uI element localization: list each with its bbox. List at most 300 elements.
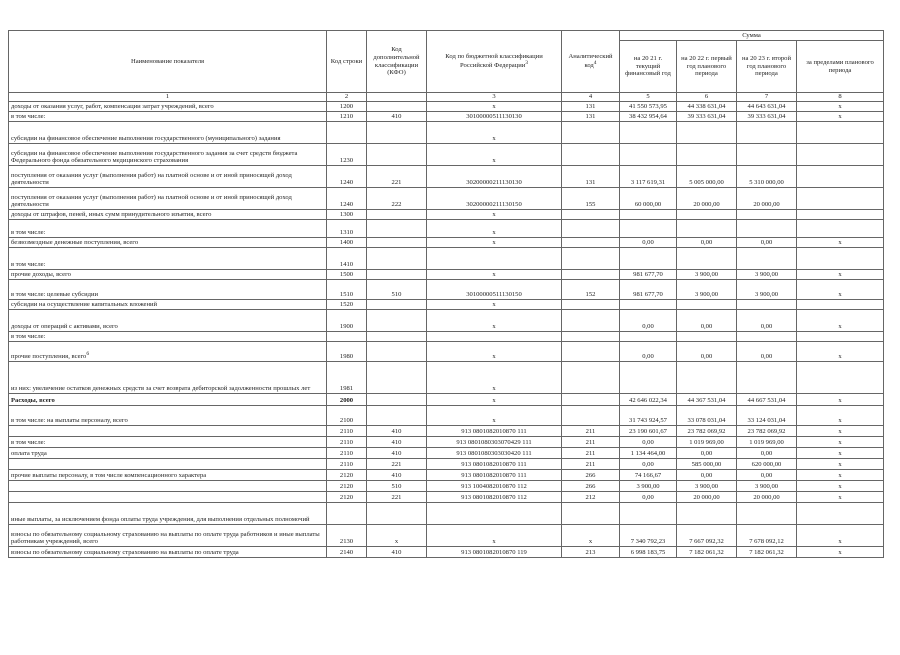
- row-analytic: [562, 332, 620, 342]
- table-row: [9, 426, 884, 437]
- row-name: [9, 481, 327, 492]
- row-name: в том числе: целевые субсидии: [9, 280, 327, 300]
- budget-table: [8, 30, 884, 558]
- row-code: 2110: [327, 459, 367, 470]
- row-kfo: [367, 394, 427, 406]
- row-sum-year-2: 585 000,00: [677, 459, 737, 470]
- row-code: 2100: [327, 406, 367, 426]
- row-name: доходы от оказания услуг, работ, компенсации затрат учреждений, всего: [9, 102, 327, 112]
- header-year-1: на 20 21 г. текущий финансовый год: [620, 41, 677, 93]
- row-sum-beyond: х: [797, 426, 884, 437]
- row-code: 1510: [327, 280, 367, 300]
- row-sum-year-1: 0,00: [620, 310, 677, 332]
- row-code: 1240: [327, 188, 367, 210]
- row-code: 1400: [327, 238, 367, 248]
- row-kbk: 913 0801080303030420 111: [427, 448, 562, 459]
- row-sum-year-1: [620, 300, 677, 310]
- table-row: [9, 220, 884, 238]
- row-name: субсидии на финансовое обеспечение выполнения государственного (муниципального) задания: [9, 122, 327, 144]
- row-analytic: 211: [562, 459, 620, 470]
- table-row: [9, 481, 884, 492]
- row-kfo: [367, 406, 427, 426]
- row-code: 1230: [327, 144, 367, 166]
- row-name: в том числе:: [9, 112, 327, 122]
- header-code-kfo: Код дополнительной классификации (КФО): [367, 31, 427, 93]
- row-name: прочие выплаты персоналу, в том числе компенсационного характера: [9, 470, 327, 481]
- row-kfo: 221: [367, 459, 427, 470]
- row-sum-year-3: 1 019 969,00: [737, 437, 797, 448]
- row-analytic: 211: [562, 426, 620, 437]
- row-name: в том числе:: [9, 220, 327, 238]
- header-code-budget: Код по бюджетной классификации Российской Федерации$^3$: [427, 31, 562, 93]
- row-sum-year-1: 1 134 464,00: [620, 448, 677, 459]
- row-analytic: 266: [562, 481, 620, 492]
- row-sum-year-3: 5 310 000,00: [737, 166, 797, 188]
- row-code: 2140: [327, 547, 367, 558]
- row-sum-beyond: х: [797, 525, 884, 547]
- row-kbk: х: [427, 122, 562, 144]
- row-analytic: 131: [562, 102, 620, 112]
- row-sum-year-1: 41 550 573,95: [620, 102, 677, 112]
- row-name: в том числе:: [9, 248, 327, 270]
- header-beyond: за пределами планового периода: [797, 41, 884, 93]
- row-kbk: х: [427, 525, 562, 547]
- row-kfo: [367, 210, 427, 220]
- row-kfo: [367, 102, 427, 112]
- row-name: субсидии на финансовое обеспечение выполнения государственного задания за счет средств бюджета Федерального фонда обязательного медицинского страхования: [9, 144, 327, 166]
- row-sum-year-2: 7 182 061,32: [677, 547, 737, 558]
- row-sum-year-2: 3 900,00: [677, 270, 737, 280]
- row-sum-year-2: 7 667 092,32: [677, 525, 737, 547]
- table-row: [9, 102, 884, 112]
- row-sum-year-3: 620 000,00: [737, 459, 797, 470]
- row-code: 1980: [327, 342, 367, 362]
- table-row: [9, 238, 884, 248]
- row-code: 2000: [327, 394, 367, 406]
- row-analytic: [562, 394, 620, 406]
- row-sum-year-1: 981 677,70: [620, 270, 677, 280]
- table-row: [9, 166, 884, 188]
- row-name: в том числе:: [9, 437, 327, 448]
- row-sum-year-1: 42 646 022,34: [620, 394, 677, 406]
- row-sum-year-3: 7 678 092,12: [737, 525, 797, 547]
- row-name: оплата труда: [9, 448, 327, 459]
- table-row: [9, 448, 884, 459]
- row-sum-year-2: 39 333 631,04: [677, 112, 737, 122]
- row-name: прочие доходы, всего: [9, 270, 327, 280]
- row-kbk: 30100000511130150: [427, 280, 562, 300]
- col-num: 6: [677, 93, 737, 102]
- row-sum-year-1: 981 677,70: [620, 280, 677, 300]
- table-row: [9, 300, 884, 310]
- row-sum-beyond: х: [797, 470, 884, 481]
- row-kfo: [367, 144, 427, 166]
- row-name: в том числе: на выплаты персоналу, всего: [9, 406, 327, 426]
- row-sum-year-2: [677, 144, 737, 166]
- row-sum-year-3: 39 333 631,04: [737, 112, 797, 122]
- row-sum-beyond: [797, 362, 884, 394]
- row-sum-year-2: 1 019 969,00: [677, 437, 737, 448]
- row-name: из них: увеличение остатков денежных средств за счет возврата дебиторской задолженности прошлых лет: [9, 362, 327, 394]
- row-kfo: 221: [367, 492, 427, 503]
- row-kbk: 913 0801082010870 111: [427, 426, 562, 437]
- table-row: [9, 210, 884, 220]
- row-sum-year-3: 0,00: [737, 470, 797, 481]
- row-name: безвозмездные денежные поступления, всего: [9, 238, 327, 248]
- row-sum-beyond: [797, 220, 884, 238]
- row-sum-beyond: [797, 248, 884, 270]
- table-row: [9, 112, 884, 122]
- row-kfo: 410: [367, 547, 427, 558]
- row-sum-year-1: [620, 220, 677, 238]
- row-sum-year-3: 3 900,00: [737, 270, 797, 280]
- row-name: в том числе:: [9, 332, 327, 342]
- row-name: прочие поступления, всего$^6$: [9, 342, 327, 362]
- row-kbk: х: [427, 210, 562, 220]
- row-sum-beyond: [797, 300, 884, 310]
- header-code-row: Код строки: [327, 31, 367, 93]
- row-kbk: [427, 503, 562, 525]
- table-row: [9, 394, 884, 406]
- row-kbk: х: [427, 342, 562, 362]
- row-kfo: 510: [367, 280, 427, 300]
- row-sum-year-3: 33 124 031,04: [737, 406, 797, 426]
- row-name: субсидии на осуществление капитальных вложений: [9, 300, 327, 310]
- header-code-analytic: Аналитический код$^4$: [562, 31, 620, 93]
- row-sum-year-3: 0,00: [737, 342, 797, 362]
- row-sum-year-3: 20 000,00: [737, 188, 797, 210]
- row-sum-year-1: 74 166,67: [620, 470, 677, 481]
- row-kfo: 510: [367, 481, 427, 492]
- row-sum-year-1: [620, 332, 677, 342]
- row-kbk: х: [427, 406, 562, 426]
- row-kfo: 410: [367, 448, 427, 459]
- row-code: 1981: [327, 362, 367, 394]
- row-analytic: [562, 342, 620, 362]
- row-kfo: 410: [367, 112, 427, 122]
- row-kbk: [427, 248, 562, 270]
- row-kfo: [367, 122, 427, 144]
- row-sum-year-1: 0,00: [620, 342, 677, 362]
- table-row: [9, 310, 884, 332]
- row-sum-year-1: 0,00: [620, 459, 677, 470]
- row-kbk: 30200000211130150: [427, 188, 562, 210]
- row-sum-year-1: [620, 362, 677, 394]
- table-row: [9, 406, 884, 426]
- row-sum-beyond: [797, 210, 884, 220]
- row-sum-year-2: 0,00: [677, 470, 737, 481]
- row-sum-year-3: 44 643 631,04: [737, 102, 797, 112]
- row-code: 1210: [327, 112, 367, 122]
- row-analytic: [562, 300, 620, 310]
- row-sum-beyond: [797, 144, 884, 166]
- row-sum-beyond: [797, 503, 884, 525]
- row-code: [327, 122, 367, 144]
- row-sum-year-2: 3 900,00: [677, 481, 737, 492]
- row-sum-year-3: [737, 144, 797, 166]
- row-kbk: 913 0801082010870 119: [427, 547, 562, 558]
- row-sum-year-3: [737, 248, 797, 270]
- row-analytic: 155: [562, 188, 620, 210]
- row-kbk: 30200000211130130: [427, 166, 562, 188]
- col-num: 3: [427, 93, 562, 102]
- table-row: [9, 525, 884, 547]
- row-sum-beyond: х: [797, 102, 884, 112]
- table-row: [9, 332, 884, 342]
- row-kbk: х: [427, 102, 562, 112]
- column-numbers-row: [9, 93, 884, 102]
- row-name: поступления от оказания услуг (выполнения работ) на платной основе и от иной приносящей доход деятельности: [9, 166, 327, 188]
- col-num: 7: [737, 93, 797, 102]
- header-sum: Сумма: [620, 31, 884, 41]
- row-analytic: [562, 406, 620, 426]
- row-kbk: [427, 332, 562, 342]
- row-sum-year-2: [677, 210, 737, 220]
- row-kfo: [367, 310, 427, 332]
- row-code: [327, 503, 367, 525]
- row-sum-year-3: [737, 210, 797, 220]
- row-code: 1900: [327, 310, 367, 332]
- row-kfo: [367, 248, 427, 270]
- row-sum-year-1: 0,00: [620, 238, 677, 248]
- row-kfo: 410: [367, 470, 427, 481]
- row-sum-beyond: [797, 332, 884, 342]
- row-sum-year-1: [620, 248, 677, 270]
- row-analytic: 213: [562, 547, 620, 558]
- row-code: 2110: [327, 437, 367, 448]
- row-analytic: 211: [562, 437, 620, 448]
- row-sum-year-2: [677, 248, 737, 270]
- row-sum-beyond: х: [797, 342, 884, 362]
- row-kbk: х: [427, 362, 562, 394]
- row-sum-year-3: [737, 220, 797, 238]
- row-sum-year-1: 38 432 954,64: [620, 112, 677, 122]
- row-sum-year-2: [677, 220, 737, 238]
- row-sum-year-3: 0,00: [737, 238, 797, 248]
- row-kfo: х: [367, 525, 427, 547]
- row-name: [9, 492, 327, 503]
- row-sum-beyond: х: [797, 310, 884, 332]
- row-kfo: [367, 332, 427, 342]
- row-sum-year-2: 0,00: [677, 342, 737, 362]
- row-name: Расходы, всего: [9, 394, 327, 406]
- row-code: 1240: [327, 166, 367, 188]
- row-name: [9, 459, 327, 470]
- row-sum-year-1: 60 000,00: [620, 188, 677, 210]
- row-sum-year-3: 7 182 061,32: [737, 547, 797, 558]
- row-sum-year-1: [620, 144, 677, 166]
- row-name: доходы от штрафов, пеней, иных сумм принудительного изъятия, всего: [9, 210, 327, 220]
- row-name: иные выплаты, за исключением фонда оплаты труда учреждения, для выполнения отдельных полномочий: [9, 503, 327, 525]
- row-kbk: 913 0801082010870 112: [427, 492, 562, 503]
- row-code: [327, 332, 367, 342]
- row-analytic: х: [562, 525, 620, 547]
- row-kfo: [367, 300, 427, 310]
- row-code: 2120: [327, 492, 367, 503]
- row-sum-year-2: [677, 332, 737, 342]
- row-analytic: 211: [562, 448, 620, 459]
- row-kbk: 913 0801080303070429 111: [427, 437, 562, 448]
- row-kbk: х: [427, 220, 562, 238]
- row-sum-year-3: 44 667 531,04: [737, 394, 797, 406]
- row-kbk: 913 1004082010870 112: [427, 481, 562, 492]
- row-kbk: х: [427, 310, 562, 332]
- row-sum-year-2: 0,00: [677, 448, 737, 459]
- row-code: 2110: [327, 448, 367, 459]
- table-row: [9, 362, 884, 394]
- row-sum-year-2: 44 338 631,04: [677, 102, 737, 112]
- row-sum-year-3: 20 000,00: [737, 492, 797, 503]
- row-analytic: 131: [562, 166, 620, 188]
- row-code: 1310: [327, 220, 367, 238]
- row-analytic: [562, 210, 620, 220]
- row-analytic: 131: [562, 112, 620, 122]
- row-sum-year-1: 0,00: [620, 437, 677, 448]
- row-sum-year-3: 23 782 069,92: [737, 426, 797, 437]
- row-sum-year-2: 20 000,00: [677, 188, 737, 210]
- row-sum-year-1: 3 117 619,31: [620, 166, 677, 188]
- row-kfo: [367, 342, 427, 362]
- row-sum-year-2: 33 078 031,04: [677, 406, 737, 426]
- row-analytic: [562, 362, 620, 394]
- row-sum-year-1: [620, 122, 677, 144]
- row-code: 1200: [327, 102, 367, 112]
- row-sum-year-3: 3 900,00: [737, 481, 797, 492]
- row-sum-year-1: 31 743 924,57: [620, 406, 677, 426]
- row-sum-beyond: х: [797, 492, 884, 503]
- row-code: 2110: [327, 426, 367, 437]
- row-kfo: 221: [367, 166, 427, 188]
- row-analytic: [562, 238, 620, 248]
- table-row: [9, 492, 884, 503]
- row-kbk: х: [427, 300, 562, 310]
- table-row: [9, 122, 884, 144]
- row-name: поступления от оказания услуг (выполнения работ) на платной основе и от иной приносящей доход деятельности: [9, 188, 327, 210]
- table-row: [9, 270, 884, 280]
- budget-table-sheet: [8, 30, 884, 558]
- row-kfo: [367, 503, 427, 525]
- row-sum-beyond: [797, 166, 884, 188]
- header-year-3: на 20 23 г. второй год планового периода: [737, 41, 797, 93]
- table-row: [9, 503, 884, 525]
- row-code: 1410: [327, 248, 367, 270]
- table-row: [9, 144, 884, 166]
- row-kfo: [367, 362, 427, 394]
- row-sum-beyond: х: [797, 112, 884, 122]
- row-name: доходы от операций с активами, всего: [9, 310, 327, 332]
- col-num: 4: [562, 93, 620, 102]
- row-analytic: [562, 144, 620, 166]
- row-name: взносы по обязательному социальному страхованию на выплаты по оплате труда работников и иные выплаты работникам учреждений, всего: [9, 525, 327, 547]
- table-row: [9, 248, 884, 270]
- table-row: [9, 188, 884, 210]
- row-kfo: [367, 238, 427, 248]
- col-num: 2: [327, 93, 367, 102]
- row-name: [9, 426, 327, 437]
- row-sum-year-2: 0,00: [677, 310, 737, 332]
- row-analytic: [562, 220, 620, 238]
- row-kbk: х: [427, 394, 562, 406]
- table-row: [9, 342, 884, 362]
- row-sum-beyond: х: [797, 406, 884, 426]
- row-sum-year-3: [737, 332, 797, 342]
- row-sum-beyond: х: [797, 437, 884, 448]
- row-sum-beyond: х: [797, 238, 884, 248]
- row-analytic: [562, 270, 620, 280]
- header-year-2: на 20 22 г. первый год планового периода: [677, 41, 737, 93]
- row-kbk: х: [427, 238, 562, 248]
- row-analytic: [562, 310, 620, 332]
- row-sum-year-2: 44 367 531,04: [677, 394, 737, 406]
- row-sum-year-3: [737, 122, 797, 144]
- row-kbk: 30100000511130130: [427, 112, 562, 122]
- row-sum-year-2: [677, 300, 737, 310]
- row-sum-year-2: [677, 122, 737, 144]
- row-analytic: [562, 503, 620, 525]
- row-sum-year-1: 3 900,00: [620, 481, 677, 492]
- col-num: 1: [9, 93, 327, 102]
- row-analytic: 266: [562, 470, 620, 481]
- table-row: [9, 459, 884, 470]
- table-row: [9, 547, 884, 558]
- row-sum-beyond: [797, 122, 884, 144]
- row-sum-year-2: 20 000,00: [677, 492, 737, 503]
- row-sum-year-1: 7 340 792,23: [620, 525, 677, 547]
- row-analytic: 212: [562, 492, 620, 503]
- row-kbk: 913 0801082010870 111: [427, 459, 562, 470]
- row-sum-year-1: 6 998 183,75: [620, 547, 677, 558]
- row-kfo: 222: [367, 188, 427, 210]
- row-code: 2120: [327, 470, 367, 481]
- table-row: [9, 470, 884, 481]
- row-sum-year-1: [620, 210, 677, 220]
- row-kbk: 913 0801082010870 111: [427, 470, 562, 481]
- row-sum-beyond: х: [797, 547, 884, 558]
- row-code: 2130: [327, 525, 367, 547]
- row-sum-beyond: х: [797, 270, 884, 280]
- row-sum-year-1: 0,00: [620, 492, 677, 503]
- row-kbk: х: [427, 144, 562, 166]
- row-sum-year-2: 5 005 000,00: [677, 166, 737, 188]
- row-analytic: [562, 122, 620, 144]
- row-analytic: [562, 248, 620, 270]
- header-name: Наименование показателя: [9, 31, 327, 93]
- row-code: 2120: [327, 481, 367, 492]
- row-sum-beyond: [797, 188, 884, 210]
- row-sum-year-3: [737, 300, 797, 310]
- row-kfo: [367, 270, 427, 280]
- row-sum-year-1: [620, 503, 677, 525]
- row-sum-year-3: 0,00: [737, 448, 797, 459]
- row-kfo: 410: [367, 426, 427, 437]
- col-num: 8: [797, 93, 884, 102]
- row-sum-beyond: х: [797, 448, 884, 459]
- row-analytic: 152: [562, 280, 620, 300]
- row-sum-year-3: [737, 362, 797, 394]
- row-sum-year-2: 23 782 069,92: [677, 426, 737, 437]
- table-row: [9, 437, 884, 448]
- row-sum-year-2: 0,00: [677, 238, 737, 248]
- row-kfo: 410: [367, 437, 427, 448]
- row-kbk: х: [427, 270, 562, 280]
- row-sum-year-2: [677, 362, 737, 394]
- row-name: взносы по обязательному социальному страхованию на выплаты по оплате труда: [9, 547, 327, 558]
- row-sum-year-3: [737, 503, 797, 525]
- row-sum-year-2: [677, 503, 737, 525]
- row-sum-year-1: 23 190 601,67: [620, 426, 677, 437]
- row-kfo: [367, 220, 427, 238]
- row-sum-beyond: х: [797, 481, 884, 492]
